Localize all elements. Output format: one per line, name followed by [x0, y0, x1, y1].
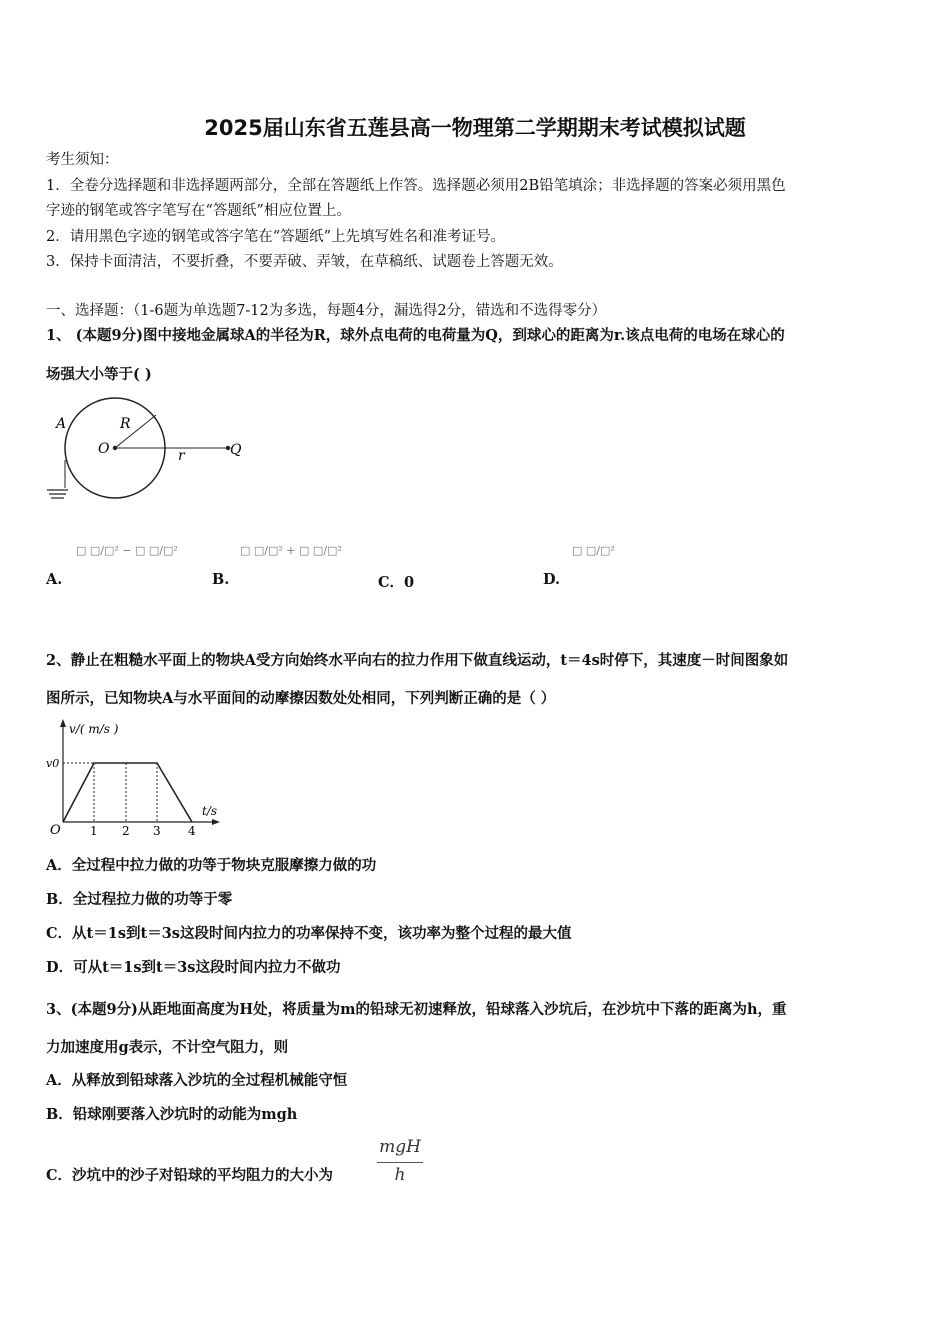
label-o: O: [98, 441, 110, 457]
page-title: 2025届山东省五莲县高一物理第二学期期末考试模拟试题: [204, 116, 746, 140]
q1-formula-b: □ □/□² + □ □/□²: [240, 544, 342, 557]
q1-stem: 场强大小等于( ): [46, 366, 152, 383]
q1-option-a[interactable]: A.: [46, 571, 63, 588]
q2-option-a[interactable]: A．全过程中拉力做的功等于物块克服摩擦力做的功: [46, 857, 377, 874]
q3-option-b[interactable]: B．铅球刚要落入沙坑时的动能为mgh: [46, 1106, 298, 1123]
q1-formula-a: □ □/□² − □ □/□²: [76, 544, 178, 557]
q3-stem: 力加速度用g表示，不计空气阻力，则: [46, 1039, 289, 1056]
q1-option-d[interactable]: D.: [543, 571, 561, 588]
q2-option-b[interactable]: B．全过程拉力做的功等于零: [46, 891, 233, 908]
q2-stem: 2、静止在粗糙水平面上的物块A受方向始终水平向右的拉力作用下做直线运动，t＝4s时停下，其速度－时间图象如: [46, 652, 789, 669]
velocity-curve: [63, 763, 192, 822]
label-q: Q: [230, 442, 242, 458]
label-radius: R: [120, 416, 131, 432]
section-heading: 一、选择题：（1-6题为单选题7-12为多选，每题4分，漏选得2分，错选和不选得零分）: [46, 303, 607, 319]
notice-item: 2．请用黑色字迹的钢笔或答字笔在“答题纸”上先填写姓名和准考证号。: [46, 229, 506, 245]
y-axis-label: v/( m/s ): [69, 722, 119, 736]
x-axis-arrow: [212, 819, 220, 825]
q3-fraction-bar: [377, 1162, 423, 1163]
q1-option-c[interactable]: C．0: [378, 574, 415, 591]
notice-heading: 考生须知：: [46, 152, 119, 168]
q2-stem: 图所示，已知物块A与水平面间的动摩擦因数处处相同，下列判断正确的是（ ）: [46, 690, 556, 707]
v0-label: v0: [46, 757, 60, 770]
q1-formula-d: □ □/□²: [572, 544, 615, 557]
q3-stem: 3、(本题9分)从距地面高度为H处，将质量为m的铅球无初速释放，铅球落入沙坑后，在沙坑中下落的距离为h，重: [46, 1001, 787, 1018]
q3-option-c[interactable]: C．沙坑中的沙子对铅球的平均阻力的大小为: [46, 1167, 334, 1184]
label-a: A: [56, 416, 67, 432]
x-axis-label: t/s: [202, 804, 218, 818]
q1-stem: 1、 (本题9分)图中接地金属球A的半径为R，球外点电荷的电荷量为Q，到球心的距离为r.该点电荷的电场在球心的: [46, 327, 785, 344]
notice-item: 1．全卷分选择题和非选择题两部分，全部在答题纸上作答。选择题必须用2B铅笔填涂；非选择题的答案必须用黑色: [46, 178, 786, 194]
q3-fraction-denominator: h: [394, 1165, 406, 1185]
notice-item: 字迹的钢笔或答字笔写在“答题纸”相应位置上。: [46, 203, 351, 219]
tick-label: 3: [153, 824, 161, 838]
center-dot: [113, 446, 117, 450]
q2-vt-graph: [44, 716, 228, 840]
q3-fraction-numerator: mgH: [379, 1137, 421, 1157]
q2-option-c[interactable]: C．从t＝1s到t＝3s这段时间内拉力的功率保持不变，该功率为整个过程的最大值: [46, 925, 572, 942]
origin-label: O: [50, 823, 61, 838]
label-distance: r: [178, 448, 185, 464]
tick-label: 2: [122, 824, 130, 838]
q1-figure: [40, 388, 260, 508]
tick-label: 1: [90, 824, 98, 838]
y-axis-arrow: [60, 719, 66, 727]
q2-option-d[interactable]: D．可从t＝1s到t＝3s这段时间内拉力不做功: [46, 959, 341, 976]
notice-item: 3．保持卡面清洁，不要折叠，不要弄破、弄皱，在草稿纸、试题卷上答题无效。: [46, 254, 563, 270]
tick-label: 4: [188, 824, 196, 838]
q1-option-b[interactable]: B.: [212, 571, 230, 588]
q3-option-a[interactable]: A．从释放到铅球落入沙坑的全过程机械能守恒: [46, 1072, 348, 1089]
